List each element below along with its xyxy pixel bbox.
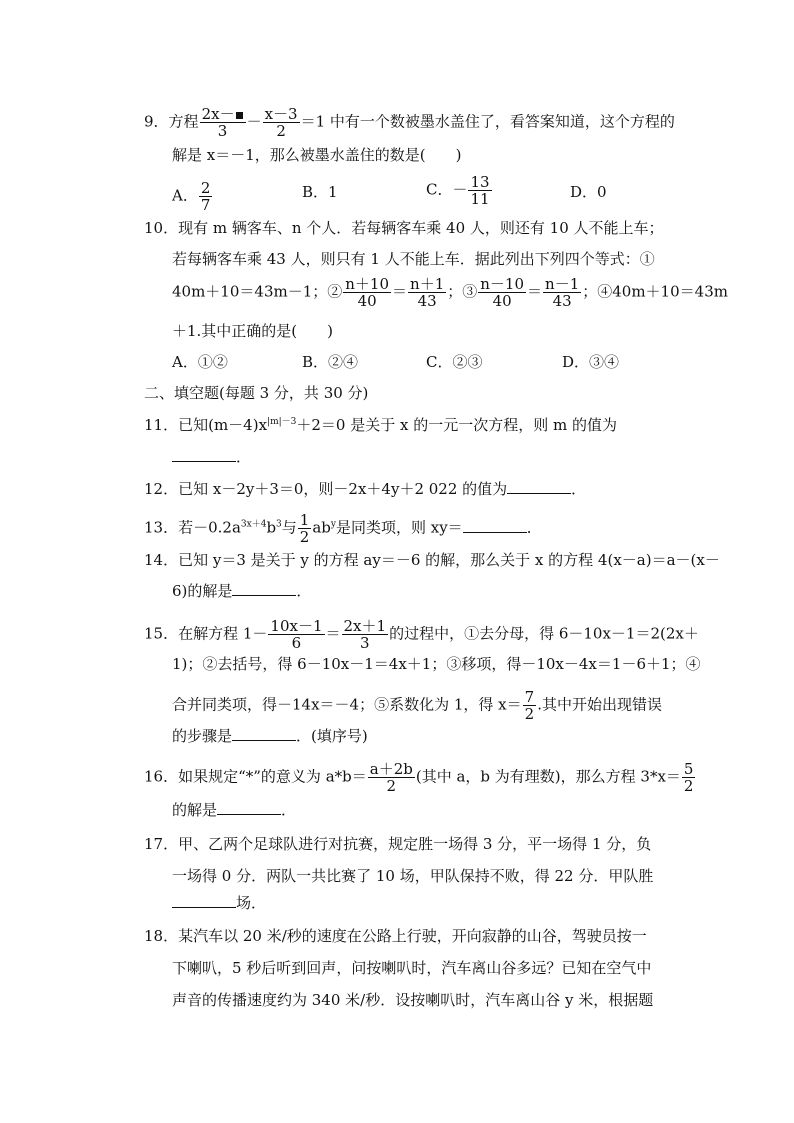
question-number: 9． xyxy=(144,112,169,131)
denominator: 3 xyxy=(217,122,228,140)
denominator: 3 xyxy=(360,634,370,652)
exponent: 3x＋4 xyxy=(240,519,267,530)
denominator: 7 xyxy=(200,196,211,214)
question-text: 合并同类项，得－14x＝－4；⑤系数化为 1，得 x＝ xyxy=(172,695,522,714)
question-17-line-3 xyxy=(172,893,266,913)
question-15-line-2: 1)；②去括号，得 6－10x－1＝4x＋1；③移项，得－10x－4x＝1－6＋1；④ xyxy=(172,655,701,673)
question-text: 在解方程 1－ xyxy=(178,624,268,643)
question-16-line-1 xyxy=(144,761,696,794)
punctuation: ． xyxy=(281,801,297,819)
question-text: 场． xyxy=(236,894,267,912)
numerator: 13 xyxy=(470,173,490,191)
question-number: 10． xyxy=(144,219,179,237)
question-15-line-4 xyxy=(172,726,368,746)
fraction xyxy=(199,180,213,213)
numerator: x－3 xyxy=(264,105,298,123)
question-number: 18． xyxy=(144,927,179,945)
option-d: D．0 xyxy=(570,183,607,201)
operator: － xyxy=(246,112,262,131)
numerator: 1 xyxy=(299,511,310,529)
question-text: ＝1 中有一个数被墨水盖住了，看答案知道，这个方程的 xyxy=(300,112,675,131)
question-10-line-3 xyxy=(172,276,728,309)
option-label: C．－ xyxy=(426,180,468,199)
fraction xyxy=(368,761,415,794)
question-14-line-1 xyxy=(144,550,720,570)
fraction xyxy=(343,276,391,309)
exponent: 3 xyxy=(276,519,282,530)
fraction xyxy=(682,761,696,794)
question-text: 40m＋10＝43m－1；② xyxy=(172,282,343,301)
fraction xyxy=(263,106,300,139)
question-12-line-1 xyxy=(144,479,586,499)
question-10-line-2: 若每辆客车乘 43 人，则只有 1 人不能上车．据此列出下列四个等式：① xyxy=(172,250,655,268)
question-17-line-2: 一场得 0 分．两队一共比赛了 10 场，甲队保持不败，得 22 分．甲队胜 xyxy=(172,867,654,885)
question-text: b xyxy=(266,518,277,537)
option-b: B．②④ xyxy=(302,353,359,371)
question-text: 的步骤是 xyxy=(172,727,233,745)
question-text: 的过程中，①去分母，得 6－10x－1＝2(2x＋ xyxy=(389,624,699,643)
question-14-line-2 xyxy=(172,581,311,601)
question-18-line-2: 下喇叭，5 秒后听到回声，问按喇叭时，汽车离山谷多远？已知在空气中 xyxy=(172,959,652,977)
answer-blank xyxy=(232,726,296,741)
numerator: n＋1 xyxy=(410,275,445,293)
question-text: .其中开始出现错误 xyxy=(537,695,662,714)
operator: ＝ xyxy=(325,624,341,643)
denominator: 2 xyxy=(683,777,694,795)
exponent: y xyxy=(330,519,336,530)
question-number: 17． xyxy=(144,835,179,853)
numerator: 5 xyxy=(683,760,694,778)
section-heading: 二、填空题(每题 3 分，共 30 分) xyxy=(144,384,369,402)
question-13-line-1 xyxy=(144,512,542,545)
fraction xyxy=(468,174,491,207)
numerator: n－10 xyxy=(480,275,525,293)
option-c xyxy=(426,174,493,207)
question-9-line-1 xyxy=(144,106,675,139)
fraction xyxy=(268,618,324,651)
question-text: 已知 x－2y＋3＝0，则－2x＋4y＋2 022 的值为 xyxy=(178,480,508,498)
question-text: (其中 a，b 为有理数)，那么方程 3*x＝ xyxy=(415,767,681,786)
fraction xyxy=(298,512,312,545)
question-text: 方程 xyxy=(168,112,199,131)
option-label: A． xyxy=(172,186,198,205)
question-text: 是同类项，则 xy＝ xyxy=(335,518,463,537)
question-text: 若－0.2a xyxy=(178,518,241,537)
question-number: 16． xyxy=(144,767,179,786)
question-number: 11． xyxy=(144,416,179,434)
option-b: B．1 xyxy=(302,183,338,201)
numerator: 2x＋1 xyxy=(343,617,387,635)
numerator: n－1 xyxy=(545,275,580,293)
answer-blank xyxy=(507,479,571,494)
question-10-options xyxy=(172,352,652,374)
question-text: ＋2＝0 是关于 x 的一元一次方程，则 m 的值为 xyxy=(296,416,617,434)
question-17-line-1 xyxy=(144,834,651,854)
denominator: 40 xyxy=(357,292,377,310)
question-number: 14． xyxy=(144,551,179,569)
numerator: 2 xyxy=(200,179,211,197)
question-text: 已知 y＝3 是关于 y 的方程 ay＝－6 的解，那么关于 x 的方程 4(x－a)＝a－(x－ xyxy=(178,551,720,569)
fraction xyxy=(478,276,526,309)
punctuation: ． xyxy=(526,518,542,537)
question-text: 现有 m 辆客车、n 个人．若每辆客车乘 40 人，则还有 10 人不能上车； xyxy=(178,219,664,237)
question-text: 如果规定“*”的意义为 a*b＝ xyxy=(178,767,367,786)
numerator: 7 xyxy=(524,688,535,706)
fraction xyxy=(543,276,581,309)
question-number: 13． xyxy=(144,518,179,537)
answer-blank xyxy=(463,518,527,533)
question-number: 15． xyxy=(144,624,179,643)
denominator: 11 xyxy=(470,190,490,208)
fraction xyxy=(523,689,537,722)
fraction xyxy=(408,276,446,309)
question-10-line-4: ＋1.其中正确的是( ) xyxy=(172,322,334,340)
punctuation: ． xyxy=(236,448,252,466)
denominator: 6 xyxy=(291,634,302,652)
question-15-line-3 xyxy=(172,689,662,722)
numerator: 10x－1 xyxy=(270,617,323,635)
question-9-options xyxy=(172,173,652,214)
operator: ＝ xyxy=(392,282,408,301)
question-text: 甲、乙两个足球队进行对抗赛，规定胜一场得 3 分，平一场得 1 分，负 xyxy=(178,835,652,853)
denominator: 2 xyxy=(276,122,286,140)
question-text: ．(填序号) xyxy=(296,727,368,745)
denominator: 43 xyxy=(417,292,437,310)
answer-blank xyxy=(172,447,236,462)
question-text: ；④40m＋10＝43m xyxy=(582,282,728,301)
numerator: a＋2b xyxy=(369,760,413,778)
ink-blot xyxy=(236,112,243,119)
question-number: 12． xyxy=(144,480,179,498)
answer-blank xyxy=(172,893,236,908)
numerator: n＋10 xyxy=(345,275,390,293)
denominator: 2 xyxy=(299,528,310,546)
numerator: 2x－ xyxy=(201,105,235,123)
answer-blank xyxy=(232,581,296,596)
option-a xyxy=(172,180,213,213)
question-11-line-2 xyxy=(172,447,251,467)
punctuation: ． xyxy=(571,480,587,498)
question-16-line-2 xyxy=(172,800,296,820)
denominator: 43 xyxy=(552,292,572,310)
exponent: |m|－3 xyxy=(267,417,297,427)
fraction xyxy=(342,618,389,651)
denominator: 2 xyxy=(524,705,535,723)
question-15-line-1 xyxy=(144,618,699,651)
denominator: 40 xyxy=(492,292,512,310)
question-text: 某汽车以 20 米/秒的速度在公路上行驶，开向寂静的山谷，驾驶员按一 xyxy=(178,927,647,945)
question-10-line-1 xyxy=(144,218,664,238)
option-c: C．②③ xyxy=(426,353,483,371)
option-d: D．③④ xyxy=(562,353,620,371)
question-18-line-1 xyxy=(144,926,647,946)
fraction xyxy=(200,106,246,139)
question-text: 6)的解是 xyxy=(172,582,233,600)
question-text: 的解是 xyxy=(172,801,218,819)
option-a: A．①② xyxy=(172,353,228,371)
question-text: 与 xyxy=(281,518,297,537)
punctuation: ． xyxy=(296,582,312,600)
denominator: 2 xyxy=(386,777,397,795)
question-11-line-1 xyxy=(144,415,617,435)
question-18-line-3: 声音的传播速度约为 340 米/秒．设按喇叭时，汽车离山谷 y 米，根据题 xyxy=(172,991,654,1009)
question-text: ；③ xyxy=(447,282,478,301)
answer-blank xyxy=(217,800,281,815)
question-9-line-2: 解是 x＝－1，那么被墨水盖住的数是( ) xyxy=(172,146,462,164)
operator: ＝ xyxy=(527,282,543,301)
question-text: ab xyxy=(312,518,331,537)
question-text: 已知(m－4)x xyxy=(178,416,268,434)
